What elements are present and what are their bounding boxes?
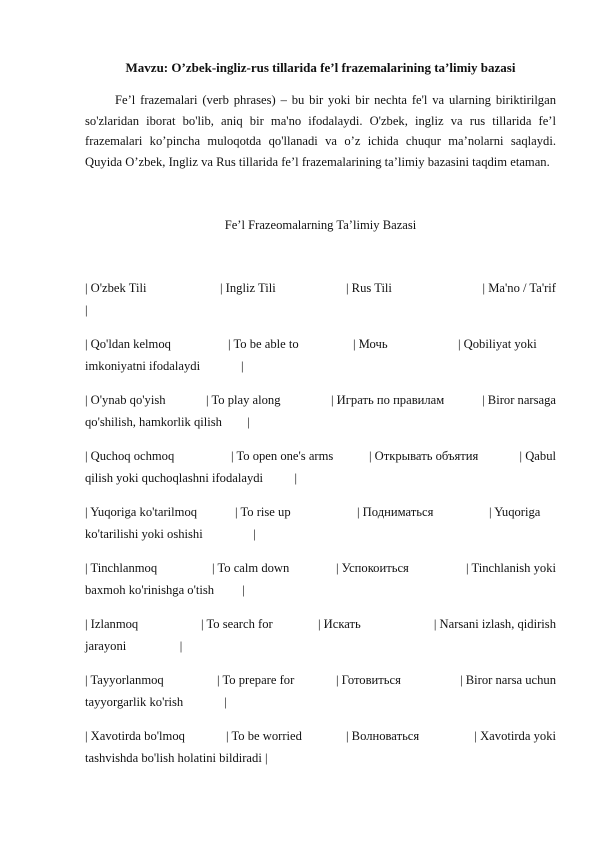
cell-meaning-continuation: qo'shilish, hamkorlik qilish |: [85, 414, 250, 429]
cell-meaning: | Yuqoriga: [489, 505, 541, 519]
cell-english: | To be worried: [226, 729, 302, 743]
table-row: [85, 726, 556, 769]
cell-russian: | Готовиться: [336, 673, 401, 687]
intro-text: Fe’l frazemalari (verb phrases) – bu bir yoki bir nechta fe'l va ularning biriktirilgan so'zlaridan iborat bo'lib, aniq bir ma'no ifodalaydi. O'zbek, ingliz va rus tillarida fe’l frazemalari ko’pincha muloqotda qo'llanadi va o’z ichida chuqur ma’nolarni saqlaydi. Quyida O’zbek, Ingliz va Rus tillarida fe’l frazemalarining ta’limiy bazasini taqdim etaman.: [85, 93, 556, 169]
table-row: [85, 334, 556, 377]
cell-meaning: | Tinchlanish yoki: [466, 561, 556, 575]
cell-meaning-continuation: jarayoni |: [85, 638, 183, 653]
cell-english: | To calm down: [212, 561, 290, 575]
cell-meaning: | Qobiliyat yoki: [458, 337, 537, 351]
cell-russian: | Подниматься: [357, 505, 434, 519]
cell-meaning: | Narsani izlash, qidirish: [433, 617, 556, 631]
cell-russian: | Мочь: [353, 337, 388, 351]
document-title: Mavzu: O’zbek-ingliz-rus tillarida fe’l frazemalarining ta’limiy bazasi: [125, 60, 516, 75]
cell-russian: | Волноваться: [346, 729, 420, 743]
cell-meaning-continuation: ko'tarilishi yoki oshishi |: [85, 526, 256, 541]
cell-uzbek: | Tinchlanmoq: [85, 561, 158, 575]
cell-english: | To play along: [206, 393, 281, 407]
table-row: [85, 502, 556, 545]
cell-russian: | Искать: [318, 617, 361, 631]
header-russian: | Rus Tili: [346, 281, 392, 295]
header-meaning: | Ma'no / Ta'rif: [482, 281, 556, 295]
cell-uzbek: | Quchoq ochmoq: [85, 449, 175, 463]
cell-english: | To rise up: [235, 505, 291, 519]
cell-meaning: | Xavotirda yoki: [474, 729, 556, 743]
cell-meaning-continuation: qilish yoki quchoqlashni ifodalaydi |: [85, 470, 298, 485]
cell-uzbek: | Xavotirda bo'lmoq: [85, 729, 185, 743]
header-uzbek: | O'zbek Tili: [85, 281, 147, 295]
cell-uzbek: | Yuqoriga ko'tarilmoq: [85, 505, 198, 519]
table-row: [85, 670, 556, 713]
section-subtitle: Fe’l Frazeomalarning Ta’limiy Bazasi: [224, 218, 417, 232]
cell-uzbek: | Izlanmoq: [85, 617, 139, 631]
cell-russian: | Открывать объятия: [369, 449, 479, 463]
header-english: | Ingliz Tili: [220, 281, 276, 295]
intro-paragraph: [85, 90, 556, 172]
cell-meaning-continuation: imkoniyatni ifodalaydi |: [85, 358, 244, 373]
cell-meaning-continuation: tayyorgarlik ko'rish |: [85, 694, 227, 709]
cell-meaning: | Biror narsa uchun: [460, 673, 556, 687]
cell-english: | To prepare for: [217, 673, 295, 687]
cell-uzbek: | Qo'ldan kelmoq: [85, 337, 171, 351]
header-continuation: |: [85, 302, 88, 317]
cell-russian: | Успокоиться: [336, 561, 409, 575]
cell-english: | To be able to: [228, 337, 299, 351]
cell-uzbek: | O'ynab qo'yish: [85, 393, 166, 407]
table-row: [85, 390, 556, 433]
cell-meaning: | Qabul: [519, 449, 556, 463]
table-header: [85, 278, 556, 321]
cell-english: | To open one's arms: [231, 449, 334, 463]
table-row: [85, 558, 556, 601]
cell-russian: | Играть по правилам: [331, 393, 445, 407]
table-row: [85, 614, 556, 657]
cell-meaning-continuation: tashvishda bo'lish holatini bildiradi |: [85, 750, 268, 765]
table-row: [85, 446, 556, 489]
cell-meaning: | Biror narsaga: [482, 393, 556, 407]
cell-meaning-continuation: baxmoh ko'rinishga o'tish |: [85, 582, 245, 597]
cell-english: | To search for: [201, 617, 273, 631]
cell-uzbek: | Tayyorlanmoq: [85, 673, 164, 687]
